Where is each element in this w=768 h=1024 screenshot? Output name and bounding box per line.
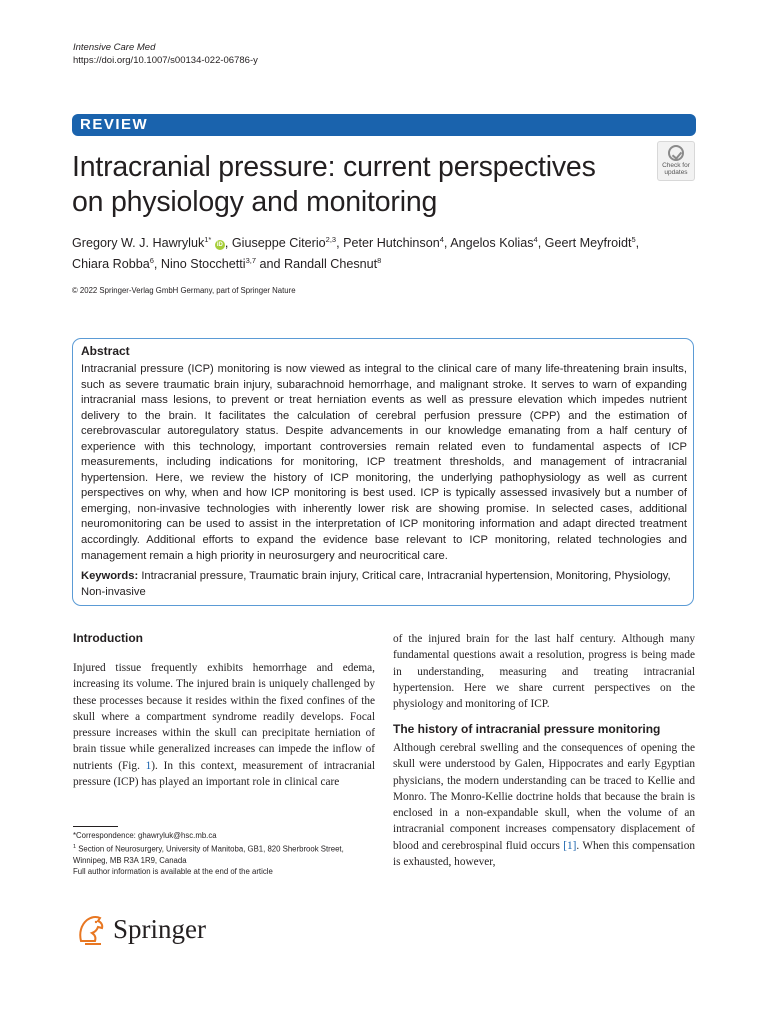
copyright-notice: © 2022 Springer-Verlag GmbH Germany, part of Springer Nature: [72, 286, 296, 295]
publisher-name: Springer: [113, 914, 206, 944]
author[interactable]: , Giuseppe Citerio: [224, 236, 326, 251]
section-heading-history: The history of intracranial pressure monitoring: [393, 722, 661, 736]
check-updates-icon: [668, 145, 684, 161]
footnote-divider: [73, 826, 118, 827]
springer-logo: [73, 911, 223, 951]
author[interactable]: , Geert Meyfroidt: [537, 236, 632, 251]
intro-paragraph: Injured tissue frequently exhibits hemorrhage and edema, increasing its volume. The injured brain is uniquely challenged by these processes because it resides within the fixed confines of the skull where a compartment syndrome readily develops. Focal pressure increases within the skull can precipitate herniation of brain tissue while generalized increases can impede the inflow of nutrients (Fig. 1). In this context, measurement of intracranial pressure (ICP) has played an important role in clinical care: [73, 662, 376, 789]
check-for-updates-badge[interactable]: [657, 141, 695, 181]
affiliation: $^1$ Section of Neurosurgery, University of Manitoba, GB1, 820 Sherbrook Street, Winnipeg, MB R3A 1R9, Canada: [73, 843, 344, 865]
journal-name: Intensive Care Med: [73, 42, 156, 53]
intro-paragraph-continued: of the injured brain for the last half century. Although many fundamental questions await a resolution, progress is being made in understanding, measuring and treating intracranial hypertension. Here we share current perspectives on the physiology and monitoring of ICP.: [393, 633, 695, 711]
keywords-list: Intracranial pressure, Traumatic brain injury, Critical care, Intracranial hypertension, Monitoring, Physiology, Non-invasive: [81, 570, 671, 598]
history-paragraph: Although cerebral swelling and the consequences of opening the skull were understood by Galen, Hippocrates and early Egyptian physicians, the modern understanding can be traced to Kellie and Monro. The Monro-Kellie doctrine holds that because the brain is enclosed in a non-expandable skull, when the volume of an intracranial component increases compensatory displacement of blood and cerebrospinal fluid occurs [1]. When this compensation is exhausted, however,: [393, 742, 695, 869]
author[interactable]: , Peter Hutchinson: [336, 236, 440, 251]
title-line-1: Intracranial pressure: current perspectives: [72, 151, 596, 183]
author[interactable]: , Angelos Kolias: [443, 236, 534, 251]
article-title: [72, 150, 632, 220]
author-list: Gregory W. J. Hawryluk$^{1*}$ iD , Giuseppe Citerio$^{2,3}$, Peter Hutchinson$^4$, Angelos Kolias$^4$, Geert Meyfroidt$^5$, Chiara Robba$^6$, Nino Stocchetti$^{3,7}$ and Randall Chesnut$^8$: [72, 235, 640, 272]
keywords-label: Keywords:: [81, 570, 139, 582]
correspondence: *Correspondence: ghawryluk@hsc.mb.ca: [73, 831, 217, 840]
author[interactable]: and Randall Chesnut: [256, 257, 378, 272]
doi-link[interactable]: https://doi.org/10.1007/s00134-022-06786-y: [73, 55, 258, 66]
springer-horse-icon: [73, 911, 109, 947]
author[interactable]: Chiara Robba: [72, 257, 150, 272]
author[interactable]: Gregory W. J. Hawryluk: [72, 236, 205, 251]
author[interactable]: , Nino Stocchetti: [153, 257, 246, 272]
title-line-2: on physiology and monitoring: [72, 186, 438, 218]
orcid-icon[interactable]: iD: [216, 242, 223, 249]
full-author-info: Full author information is available at the end of the article: [73, 867, 273, 877]
keywords: [81, 569, 687, 600]
figure-link[interactable]: 1: [145, 759, 152, 772]
article-type-banner: REVIEW: [72, 114, 696, 136]
reference-link[interactable]: [1]: [563, 839, 577, 852]
footnotes: [73, 830, 373, 878]
section-heading-introduction: Introduction: [73, 631, 143, 645]
abstract-text: Intracranial pressure (ICP) monitoring is now viewed as integral to the clinical care of many life-threatening brain insults, such as severe traumatic brain injury, subarachnoid hemorrhage, and malignant stroke. It serves to warn of expanding intracranial mass lesions, to prevent or treat herniation events as well as pressure elevation which impedes nutrient delivery to the brain. It facilitates the calculation of cerebral perfusion pressure (CPP) and the estimation of cerebrovascular autoregulatory status. Despite advancements in our knowledge emanating from a half century of experience with this technology, important controversies remain related even to fundamental aspects of ICP measurements, including indications for monitoring, ICP treatment thresholds, and management of intracranial hypertension. Here, we review the history of ICP monitoring, the underlying pathophysiology as well as current perspectives on why, when and how ICP monitoring is best used. ICP is typically assessed invasively but a number of emerging, non-invasive technologies with inherently lower risk are showing promise. In selected cases, additional neuromonitoring can be used to assist in the interpretation of ICP monitoring information and adapt directed treatment accordingly. Additional efforts to expand the evidence base relevant to ICP monitoring, related technologies and management remain a high priority in neurosurgery and neurocritical care.: [81, 363, 687, 562]
abstract-heading: Abstract: [81, 344, 130, 358]
badge-text: Check for updates: [662, 162, 690, 176]
